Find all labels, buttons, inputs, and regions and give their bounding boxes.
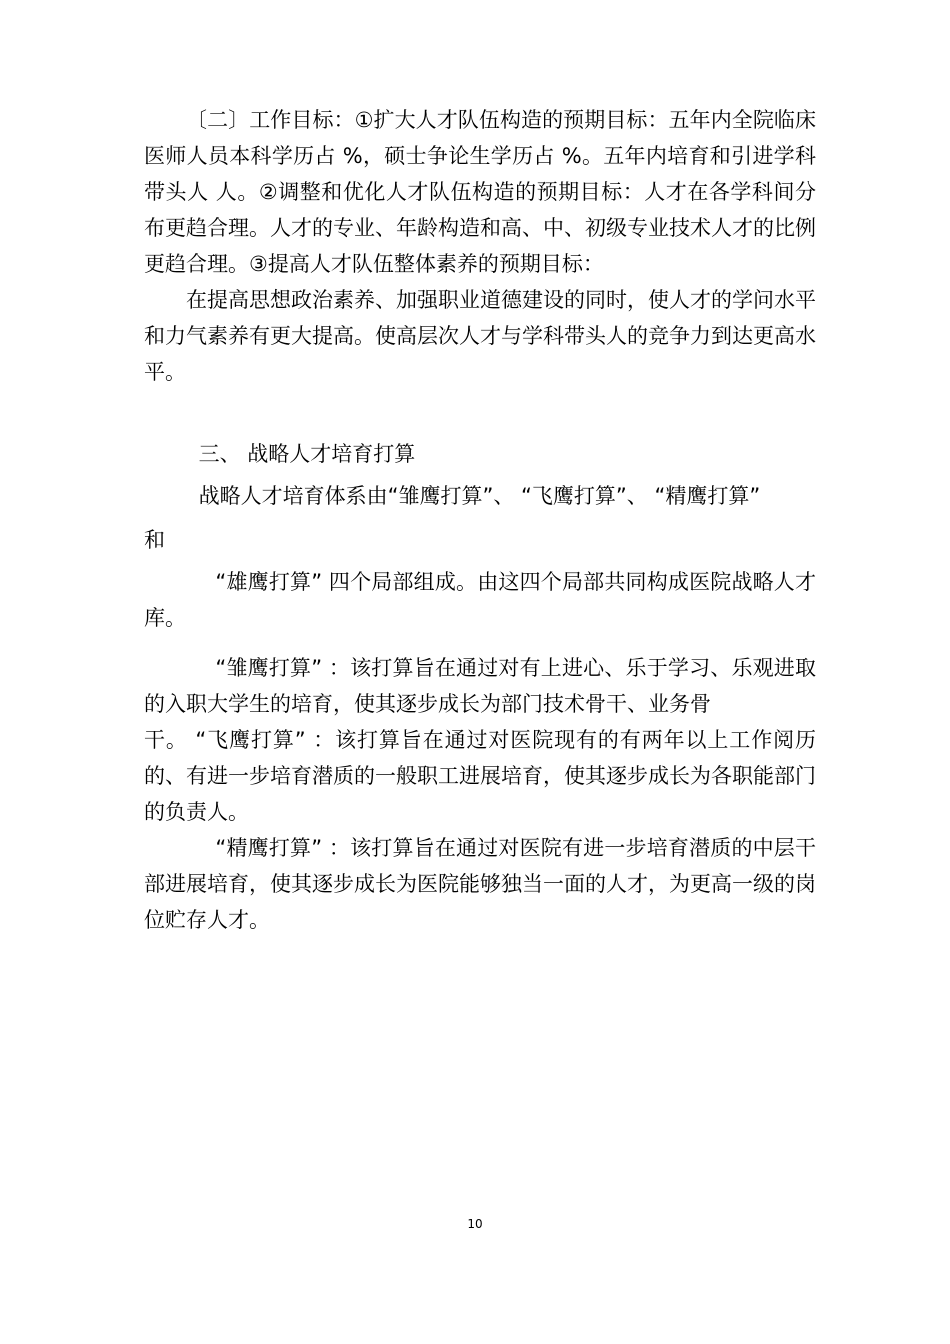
paragraph-work-goals: 〔二〕工作目标：①扩大人才队伍构造的预期目标：五年内全院临床医师人员本科学历占 %，硕士争论生学历占 %。五年内培育和引进学科带头人 人。②调整和优化人才队伍构造的预期目标：人才在各学科间分布更趋合理。人才的专业、年龄构造和高、中、初级专业技术人才的比例更趋合理。③提高人才队伍整体素养的预期目标： <box>144 108 816 276</box>
paragraph-system-intro: 战略人才培育体系由“雏鹰打算”、 “飞鹰打算”、 “精鹰打算” <box>198 484 761 508</box>
paragraph-system-composition-block <box>144 564 816 636</box>
plans-description-section <box>144 650 816 938</box>
paragraph-quality-goals: 在提高思想政治素养、加强职业道德建设的同时，使人才的学问水平和力气素养有更大提高。使高层次人才与学科带头人的竞争力到达更高水平。 <box>144 288 816 384</box>
page-number: 10 <box>467 1217 483 1231</box>
paragraph-flying-eagle-plan: 干。 “飞鹰打算” ：该打算旨在通过对医院现有的有两年以上工作阅历的、有进一步培育潜质的一般职工进展培育，使其逐步成长为各职能部门的负责人。 <box>144 728 816 824</box>
paragraph-chick-eagle-plan: “雏鹰打算” ：该打算旨在通过对有上进心、乐于学习、乐观进取的入职大学生的培育，使其逐步成长为部门技术骨干、业务骨 <box>144 656 816 716</box>
paragraph-system-composition: “雄鹰打算” 四个局部组成。由这四个局部共同构成医院战略人才库。 <box>144 570 816 630</box>
paragraph-elite-eagle-plan: “精鹰打算” ：该打算旨在通过对医院有进一步培育潜质的中层干部进展培育，使其逐步成长为医院能够独当一面的人才，为更高一级的岗位贮存人才。 <box>144 836 816 932</box>
paragraph-system-conjunction: 和 <box>144 528 165 552</box>
section-heading-strategy: 三、 战略人才培育打算 <box>198 442 416 466</box>
work-goals-section <box>144 102 816 390</box>
